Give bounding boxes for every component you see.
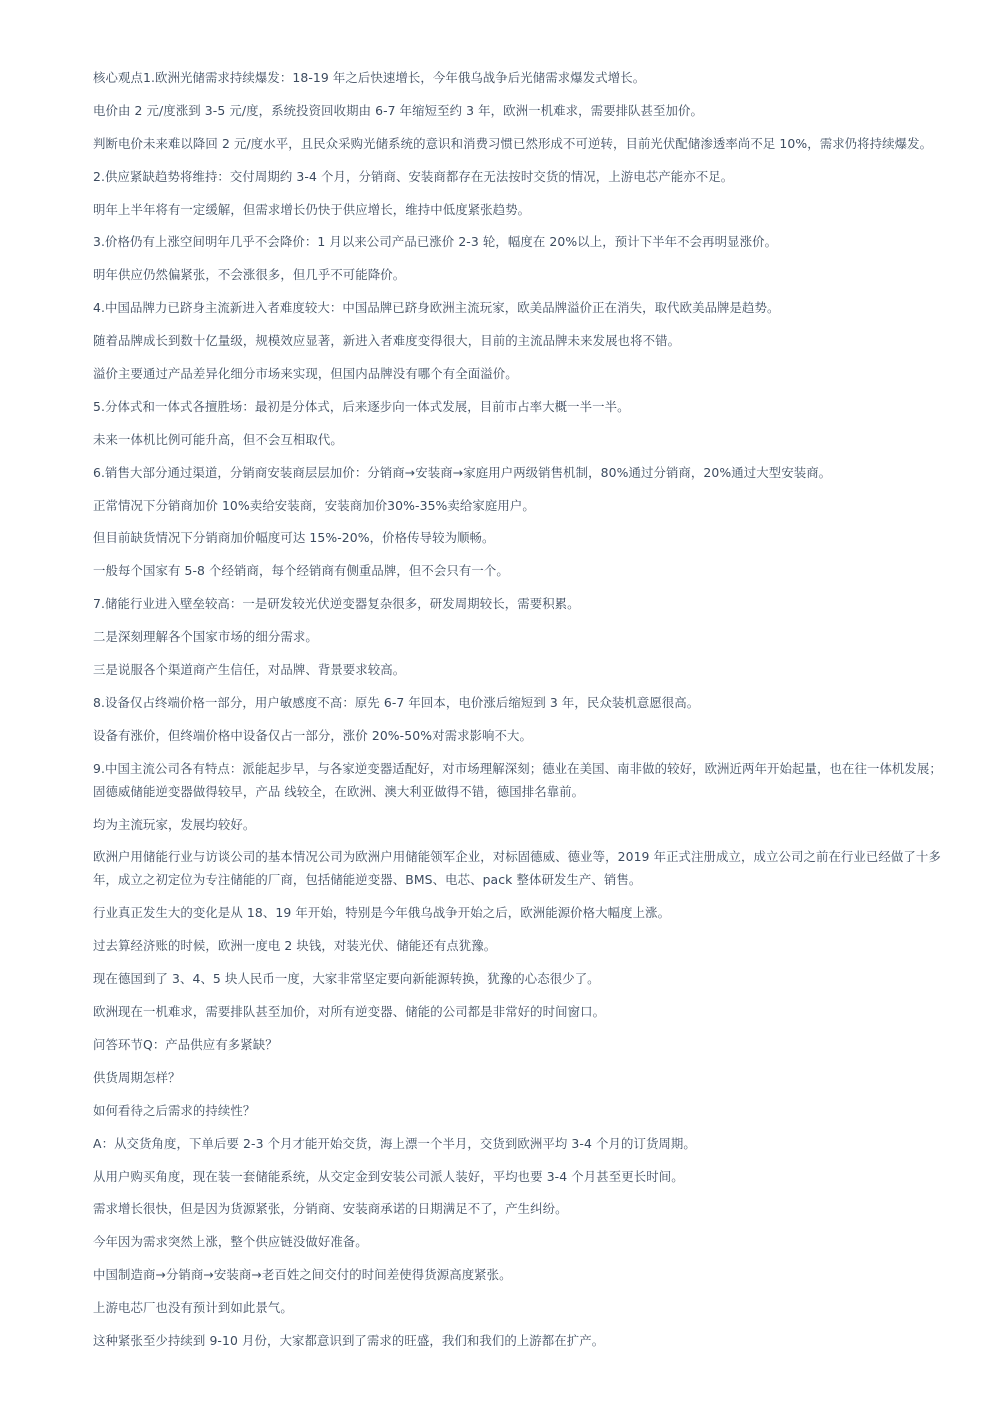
- paragraph: 今年因为需求突然上涨，整个供应链没做好准备。: [93, 1234, 368, 1250]
- paragraph: 如何看待之后需求的持续性？: [93, 1102, 256, 1118]
- paragraph: 6.销售大部分通过渠道，分销商安装商层层加价：分销商→安装商→家庭用户两级销售机制，80%通过分销商，20%通过大型安装商。: [93, 464, 832, 480]
- paragraph: 明年上半年将有一定缓解，但需求增长仍快于供应增长，维持中低度紧张趋势。: [93, 201, 531, 217]
- paragraph: 明年供应仍然偏紧张，不会涨很多，但几乎不可能降价。: [93, 267, 406, 283]
- paragraph: 均为主流玩家，发展均较好。: [93, 816, 256, 832]
- paragraph: 三是说服各个渠道商产生信任，对品牌、背景要求较高。: [93, 662, 406, 678]
- paragraph: 电价由 2 元/度涨到 3-5 元/度，系统投资回收期由 6-7 年缩短至约 3 年，欧洲一机难求，需要排队甚至加价。: [93, 102, 704, 118]
- paragraph: 核心观点1.欧洲光储需求持续爆发：18-19 年之后快速增长，今年俄乌战争后光储需求爆发式增长。: [93, 70, 646, 85]
- paragraph: 上游电芯厂也没有预计到如此景气。: [93, 1300, 293, 1316]
- paragraph: A：从交货角度，下单后要 2-3 个月才能开始交货，海上漂一个半月，交货到欧洲平均 3-4 个月的订货周期。: [93, 1135, 696, 1151]
- paragraph: 判断电价未来难以降回 2 元/度水平，且民众采购光储系统的意识和消费习惯已然形成不可逆转，目前光伏配储渗透率尚不足 10%，需求仍将持续爆发。: [93, 135, 933, 151]
- paragraph: 二是深刻理解各个国家市场的细分需求。: [93, 629, 318, 645]
- paragraph: 溢价主要通过产品差异化细分市场来实现，但国内品牌没有哪个有全面溢价。: [93, 366, 518, 382]
- paragraph: 正常情况下分销商加价 10%卖给安装商，安装商加价30%-35%卖给家庭用户。: [93, 497, 535, 513]
- paragraph: 未来一体机比例可能升高，但不会互相取代。: [93, 431, 343, 447]
- paragraph: 现在德国到了 3、4、5 块人民币一度，大家非常坚定要向新能源转换，犹豫的心态很少了。: [93, 971, 600, 987]
- paragraph: 7.储能行业进入壁垒较高：一是研发较光伏逆变器复杂很多，研发周期较长，需要积累。: [93, 596, 580, 612]
- paragraph: 需求增长很快，但是因为货源紧张，分销商、安装商承诺的日期满足不了，产生纠纷。: [93, 1201, 568, 1217]
- paragraph: 这种紧张至少持续到 9-10 月份，大家都意识到了需求的旺盛，我们和我们的上游都在扩产。: [93, 1332, 605, 1348]
- paragraph: 随着品牌成长到数十亿量级，规模效应显著，新进入者难度变得很大，目前的主流品牌未来发展也将不错。: [93, 333, 681, 349]
- paragraph: 设备有涨价，但终端价格中设备仅占一部分，涨价 20%-50%对需求影响不大。: [93, 727, 533, 743]
- paragraph: 过去算经济账的时候，欧洲一度电 2 块钱，对装光伏、储能还有点犹豫。: [93, 938, 497, 954]
- paragraph: 供货周期怎样？: [93, 1069, 181, 1085]
- paragraph: 欧洲现在一机难求，需要排队甚至加价，对所有逆变器、储能的公司都是非常好的时间窗口。: [93, 1004, 606, 1020]
- paragraph: 但目前缺货情况下分销商加价幅度可达 15%-20%，价格传导较为顺畅。: [93, 530, 495, 546]
- paragraph: 9.中国主流公司各有特点：派能起步早，与各家逆变器适配好，对市场理解深刻；德业在美国、南非做的较好，欧洲近两年开始起量，也在往一体机发展；固德威储能逆变器做得较早，产品 线较全，在欧洲、澳大利亚做得不错，德国排名靠前。: [93, 760, 942, 799]
- paragraph: 行业真正发生大的变化是从 18、19 年开始，特别是今年俄乌战争开始之后，欧洲能源价格大幅度上涨。: [93, 905, 671, 921]
- document-body: [93, 66, 945, 1362]
- paragraph: 2.供应紧缺趋势将维持：交付周期约 3-4 个月，分销商、安装商都存在无法按时交货的情况，上游电芯产能亦不足。: [93, 168, 734, 184]
- paragraph: 中国制造商→分销商→安装商→老百姓之间交付的时间差使得货源高度紧张。: [93, 1267, 512, 1283]
- paragraph: 问答环节Q：产品供应有多紧缺？: [93, 1036, 278, 1052]
- paragraph: 8.设备仅占终端价格一部分，用户敏感度不高：原先 6-7 年回本，电价涨后缩短到 3 年，民众装机意愿很高。: [93, 694, 700, 710]
- paragraph: 5.分体式和一体式各擅胜场：最初是分体式，后来逐步向一体式发展，目前市占率大概一半一半。: [93, 398, 630, 414]
- paragraph: 一般每个国家有 5-8 个经销商，每个经销商有侧重品牌，但不会只有一个。: [93, 563, 509, 579]
- paragraph: 欧洲户用储能行业与访谈公司的基本情况公司为欧洲户用储能领军企业，对标固德威、德业等，2019 年正式注册成立，成立公司之前在行业已经做了十多年，成立之初定位为专注储能的厂商，包括储能逆变器、BMS、电芯、pack 整体研发生产、销售。: [93, 849, 941, 888]
- paragraph: 3.价格仍有上涨空间明年几乎不会降价：1 月以来公司产品已涨价 2-3 轮，幅度在 20%以上，预计下半年不会再明显涨价。: [93, 234, 778, 250]
- paragraph: 从用户购买角度，现在装一套储能系统，从交定金到安装公司派人装好，平均也要 3-4 个月甚至更长时间。: [93, 1168, 684, 1184]
- paragraph: 4.中国品牌力已跻身主流新进入者难度较大：中国品牌已跻身欧洲主流玩家，欧美品牌溢价正在消失，取代欧美品牌是趋势。: [93, 300, 780, 316]
